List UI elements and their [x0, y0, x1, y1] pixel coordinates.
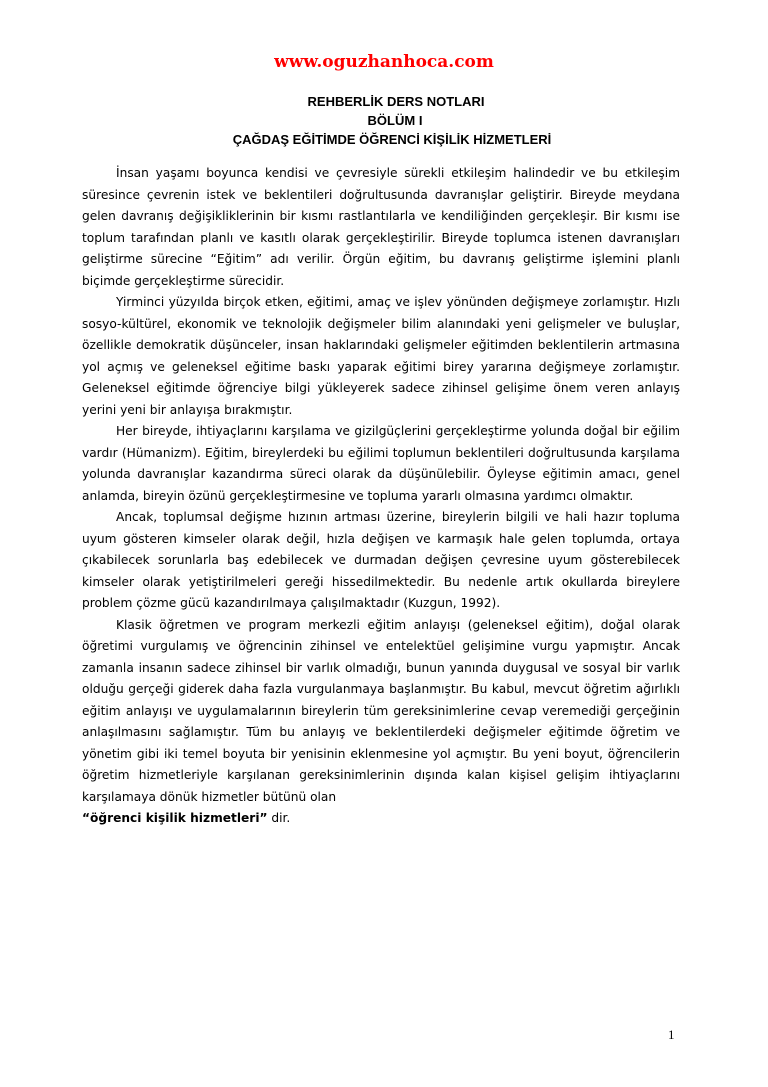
- paragraph-1: İnsan yaşamı boyunca kendisi ve çevresiyle sürekli etkileşim halindedir ve bu etkileşim süresince çevrenin istek ve beklentileri doğrultusunda davranışlar geliştirir. Bireyde meydana gelen davranış değişikliklerinin bir kısmı rastlantılarla ve kendiliğinden gerçekleşir. Bir kısmı ise toplum tarafından planlı ve kasıtlı olarak gerçekleştirilir. Bireyde toplumca istenen davranışları geliştirme sürecine “Eğitim” adı verilir. Örgün eğitim, bu davranış geliştirme işlemini planlı biçimde gerçekleştirme sürecidir.: [82, 166, 680, 288]
- body-text: [82, 163, 680, 830]
- page-number: 1: [668, 1027, 675, 1042]
- paragraph-4: Ancak, toplumsal değişme hızının artması üzerine, bireylerin bilgili ve hali hazır topluma uyum gösteren kimseler olarak değil, hızla değişen ve karmaşık hale gelen toplumda, ortaya çıkabilecek sorunlarla baş edebilecek ve durmadan değişen çevresine uyum gösterebilecek kimseler olarak yetiştirilmeleri gereği hissedilmektedir. Bu nedenle artık okullarda bireylere problem çözme gücü kazandırılmaya çalışılmaktadır (Kuzgun, 1992).: [82, 510, 680, 610]
- site-url-link[interactable]: www.oguzhanhoca.com: [274, 52, 494, 72]
- section-label: BÖLÜM I: [367, 113, 423, 128]
- paragraph-3: Her bireyde, ihtiyaçlarını karşılama ve gizilgüçlerini gerçekleştirme yolunda doğal bir eğilim vardır (Hümanizm). Eğitim, bireylerdeki bu eğilimi toplumun beklentileri doğrultusunda karşılama yolunda davranışlar kazandırma süreci olarak da düşünülebilir. Öyleyse eğitimin amacı, genel anlamda, bireyin özünü gerçekleştirmesine ve topluma yararlı olmasına yardımcı olmaktır.: [82, 424, 680, 503]
- paragraph-5: [82, 615, 680, 830]
- closing-tail: dir.: [267, 811, 291, 825]
- chapter-subtitle: ÇAĞDAŞ EĞİTİMDE ÖĞRENCİ KİŞİLİK HİZMETLERİ: [232, 132, 552, 147]
- document-heading: [0, 92, 768, 149]
- paragraph-5-text: Klasik öğretmen ve program merkezli eğitim anlayışı (geleneksel eğitim), doğal olarak öğretimi vurgulamış ve öğrencinin zihinsel ve entelektüel gelişimine vurgu yapmıştır. Ancak zamanla insanın sadece zihinsel bir varlık olmadığı, bunun yanında duygusal ve sosyal bir varlık olduğu gerçeği giderek daha fazla vurgulanmaya başlanmıştır. Bu kabul, mevcut öğretim ağırlıklı eğitim anlayışı ve uygulamalarının bireylerin tüm gereksinimlerine cevap veremediği gerçeğinin anlaşılmasını sağlamıştır. Tüm bu anlayış ve beklentilerdeki değişmeler eğitimde öğretim ve yönetim gibi iki temel boyuta bir yenisinin eklenmesine yol açmıştır. Bu yeni boyut, öğrencilerin öğretim hizmetleriyle karşılanan gereksinimlerinin dışında kalan kişisel gelişim ihtiyaçlarını karşılamaya dönük hizmetler bütünü olan: [82, 617, 680, 804]
- key-term: “öğrenci kişilik hizmetleri”: [82, 811, 268, 825]
- course-title: REHBERLİK DERS NOTLARI: [307, 94, 485, 109]
- paragraph-2: Yirminci yüzyılda birçok etken, eğitimi, amaç ve işlev yönünden değişmeye zorlamıştır. Hızlı sosyo-kültürel, ekonomik ve teknolojik değişmeler bilim alanındaki yeni gelişmeler ve buluşlar, özellikle demokratik düşünceler, insan haklarındaki gelişmeler eğitimden beklentilerin artmasına yol açmış ve geleneksel eğitime baskı yaparak eğitimi birey yararına değişmeye zorlamıştır. Geleneksel eğitimde öğrenciye bilgi yükleyerek sadece zihinsel gelişime önem veren anlayış yerini yeni bir anlayışa bırakmıştır.: [82, 295, 680, 417]
